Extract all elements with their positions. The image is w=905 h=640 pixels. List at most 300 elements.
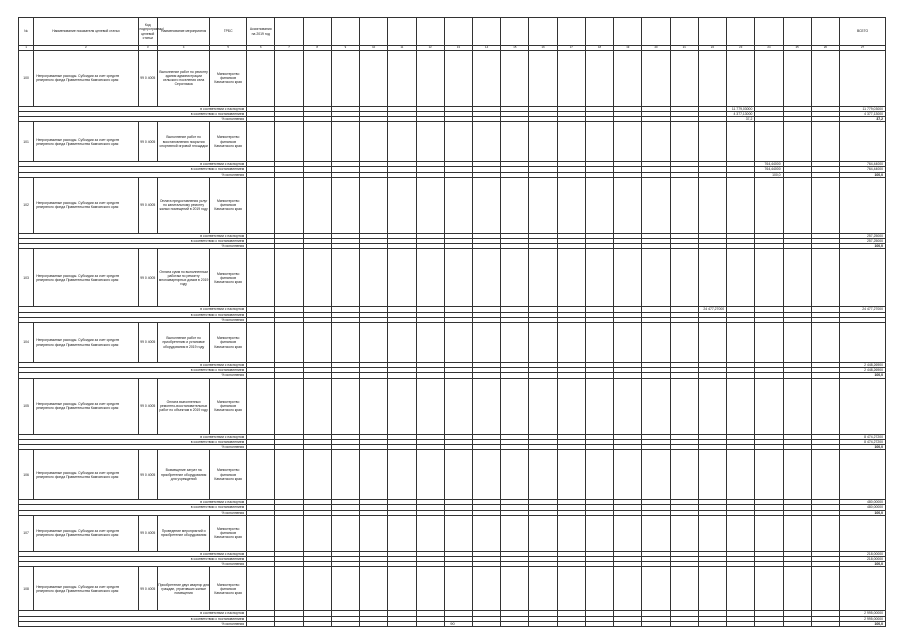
row-code: 99 0 4005 xyxy=(138,323,158,363)
subrow-label: в соответствии с постановлением xyxy=(19,111,247,116)
total-cell: 100,0 xyxy=(840,373,886,378)
subrow-label: в соответствии с постановлением xyxy=(19,505,247,510)
column-number: 23 xyxy=(727,46,755,51)
column-number: 13 xyxy=(444,46,472,51)
empty-cell xyxy=(388,515,416,551)
total-cell: 24 477,27000 xyxy=(840,307,886,312)
empty-cell xyxy=(416,177,444,233)
column-number: 2 xyxy=(34,46,138,51)
column-number: 4 xyxy=(158,46,210,51)
empty-cell xyxy=(727,515,755,551)
row-name: Непрограммные расходы. Субсидии за счет средств резервного фонда Правительства Камчатского края xyxy=(34,50,138,106)
row-grbs: Министерство финансов Камчатского края xyxy=(210,323,247,363)
empty-cell xyxy=(360,450,388,500)
empty-cell xyxy=(303,177,331,233)
empty-cell xyxy=(642,450,670,500)
total-cell: 218,00000 xyxy=(840,557,886,562)
empty-cell xyxy=(303,450,331,500)
column-number: 24 xyxy=(755,46,783,51)
column-number: 1 xyxy=(19,46,34,51)
empty-cell xyxy=(529,122,557,162)
row-code: 99 0 4005 xyxy=(138,567,158,611)
column-number: 5 xyxy=(210,46,247,51)
empty-cell xyxy=(388,450,416,500)
empty-cell xyxy=(670,50,698,106)
total-cell: 11 779,03000 xyxy=(840,106,886,111)
empty-cell xyxy=(444,177,472,233)
empty-cell xyxy=(529,378,557,434)
column-number: 10 xyxy=(360,46,388,51)
column-header xyxy=(557,18,585,46)
subrow-label: в соответствии с паспортом xyxy=(19,500,247,505)
row-measure: Выполнение работ по восстановлению покрытия спортивной игровой площадки xyxy=(158,122,210,162)
empty-cell xyxy=(783,249,811,307)
empty-cell xyxy=(360,567,388,611)
row-measure: Выполнение работ по ремонту здания администрации сельского поселения села Сероглазка xyxy=(158,50,210,106)
empty-cell xyxy=(501,450,529,500)
empty-cell xyxy=(529,249,557,307)
empty-cell xyxy=(247,50,275,106)
empty-cell xyxy=(840,567,886,611)
table-row xyxy=(19,515,886,551)
empty-cell xyxy=(473,378,501,434)
empty-cell xyxy=(614,50,642,106)
empty-cell xyxy=(642,122,670,162)
subrow-label: в соответствии с постановлением xyxy=(19,312,247,317)
empty-cell xyxy=(755,122,783,162)
column-header xyxy=(331,18,359,46)
subrow-label: в соответствии с постановлением xyxy=(19,439,247,444)
empty-cell xyxy=(840,177,886,233)
empty-cell xyxy=(501,249,529,307)
column-header xyxy=(755,18,783,46)
row-name: Непрограммные расходы. Субсидии за счет средств резервного фонда Правительства Камчатского края xyxy=(34,122,138,162)
row-measure: Оплата сумм по выполненным работам по ремонту многоквартирных домов в 2019 году xyxy=(158,249,210,307)
empty-cell xyxy=(642,50,670,106)
empty-cell xyxy=(727,249,755,307)
empty-cell xyxy=(755,50,783,106)
empty-cell xyxy=(755,515,783,551)
subrow-label: % исполнения xyxy=(19,510,247,515)
row-number: 107 xyxy=(19,515,34,551)
subrow-label: в соответствии с паспортом xyxy=(19,434,247,439)
total-cell: 100,0 xyxy=(840,172,886,177)
empty-cell xyxy=(247,378,275,434)
table-row xyxy=(19,450,886,500)
row-grbs: Министерство финансов Камчатского края xyxy=(210,567,247,611)
row-grbs: Министерство финансов Камчатского края xyxy=(210,122,247,162)
column-number: 3 xyxy=(138,46,158,51)
column-number: 11 xyxy=(388,46,416,51)
empty-cell xyxy=(473,249,501,307)
page-number: 90 xyxy=(450,621,455,626)
subrow-label: в соответствии с паспортом xyxy=(19,363,247,368)
subrow-label: % исполнения xyxy=(19,117,247,122)
empty-cell xyxy=(670,450,698,500)
subrow-label: % исполнения xyxy=(19,621,247,626)
empty-cell xyxy=(670,122,698,162)
empty-cell xyxy=(247,122,275,162)
empty-cell xyxy=(416,567,444,611)
empty-cell xyxy=(698,249,726,307)
table-row xyxy=(19,249,886,307)
row-name: Непрограммные расходы. Субсидии за счет средств резервного фонда Правительства Камчатского края xyxy=(34,249,138,307)
row-measure: Проведение мероприятий и приобретение оборудования xyxy=(158,515,210,551)
total-cell: 8 474,27200 xyxy=(840,439,886,444)
empty-cell xyxy=(755,567,783,611)
table-row xyxy=(19,50,886,106)
empty-cell xyxy=(727,323,755,363)
column-number: 7 xyxy=(275,46,303,51)
row-measure: Приобретение двух квартир для граждан, утративших жилые помещения xyxy=(158,567,210,611)
column-number: 18 xyxy=(585,46,613,51)
empty-cell xyxy=(811,50,839,106)
empty-cell xyxy=(811,249,839,307)
empty-cell xyxy=(557,50,585,106)
empty-cell xyxy=(275,249,303,307)
row-number: 105 xyxy=(19,378,34,434)
column-number: 17 xyxy=(557,46,585,51)
total-cell: 100,0 xyxy=(840,510,886,515)
subrow-label: в соответствии с паспортом xyxy=(19,106,247,111)
empty-cell xyxy=(585,249,613,307)
empty-cell xyxy=(388,378,416,434)
empty-cell xyxy=(444,249,472,307)
column-header: ВСЕГО xyxy=(840,18,886,46)
empty-cell xyxy=(727,450,755,500)
empty-cell xyxy=(331,177,359,233)
column-number: 9 xyxy=(331,46,359,51)
empty-cell xyxy=(416,249,444,307)
total-cell: 100,0 xyxy=(840,244,886,249)
empty-cell xyxy=(444,50,472,106)
column-number: 16 xyxy=(529,46,557,51)
value-cell: 4 377,13000 xyxy=(727,111,755,116)
column-header: Ассигнования на 2019 год xyxy=(247,18,275,46)
empty-cell xyxy=(783,378,811,434)
column-header: Код подпрограммы/ целевой статьи xyxy=(138,18,158,46)
column-header xyxy=(698,18,726,46)
empty-cell xyxy=(840,249,886,307)
empty-cell xyxy=(783,50,811,106)
total-cell: 2 995,00000 xyxy=(840,611,886,616)
empty-cell xyxy=(473,323,501,363)
empty-cell xyxy=(755,249,783,307)
empty-cell xyxy=(360,323,388,363)
column-header xyxy=(388,18,416,46)
total-cell: 100,0 xyxy=(840,562,886,567)
column-header xyxy=(501,18,529,46)
row-measure: Оплата выполненных ремонтно-восстановительных работ по объектам в 2019 году xyxy=(158,378,210,434)
empty-cell xyxy=(727,50,755,106)
row-code: 99 0 4005 xyxy=(138,122,158,162)
subrow-label: % исполнения xyxy=(19,172,247,177)
empty-cell xyxy=(247,450,275,500)
empty-cell xyxy=(670,515,698,551)
subrow-label: в соответствии с паспортом xyxy=(19,233,247,238)
empty-cell xyxy=(670,567,698,611)
empty-cell xyxy=(473,515,501,551)
column-header: № xyxy=(19,18,34,46)
empty-cell xyxy=(331,323,359,363)
column-number: 26 xyxy=(811,46,839,51)
empty-cell xyxy=(614,122,642,162)
empty-cell xyxy=(331,378,359,434)
empty-cell xyxy=(557,567,585,611)
empty-cell xyxy=(811,378,839,434)
empty-cell xyxy=(755,450,783,500)
empty-cell xyxy=(811,567,839,611)
empty-cell xyxy=(727,122,755,162)
total-cell: 4 377,13000 xyxy=(840,111,886,116)
empty-cell xyxy=(473,450,501,500)
row-number: 100 xyxy=(19,50,34,106)
empty-cell xyxy=(529,177,557,233)
subrow-label: в соответствии с постановлением xyxy=(19,239,247,244)
empty-cell xyxy=(614,450,642,500)
value-cell: 764,44000 xyxy=(755,167,783,172)
row-name: Непрограммные расходы. Субсидии за счет средств резервного фонда Правительства Камчатского края xyxy=(34,515,138,551)
subrow-label: % исполнения xyxy=(19,373,247,378)
total-cell: 257,25000 xyxy=(840,233,886,238)
column-header: Наименование мероприятия xyxy=(158,18,210,46)
table-row xyxy=(19,122,886,162)
row-number: 101 xyxy=(19,122,34,162)
empty-cell xyxy=(670,323,698,363)
empty-cell xyxy=(303,515,331,551)
subrow-label: в соответствии с паспортом xyxy=(19,611,247,616)
column-header xyxy=(416,18,444,46)
empty-cell xyxy=(529,323,557,363)
column-header xyxy=(444,18,472,46)
total-cell: 8 474,27200 xyxy=(840,434,886,439)
empty-cell xyxy=(360,249,388,307)
total-cell: 100,0 xyxy=(840,445,886,450)
row-code: 99 0 4005 xyxy=(138,249,158,307)
column-header: Наименование показателя целевой статьи xyxy=(34,18,138,46)
column-number: 20 xyxy=(642,46,670,51)
empty-cell xyxy=(614,515,642,551)
empty-cell xyxy=(473,177,501,233)
empty-cell xyxy=(416,50,444,106)
empty-cell xyxy=(360,378,388,434)
row-measure: Выполнение работ по приобретению и установке оборудования в 2019 году xyxy=(158,323,210,363)
empty-cell xyxy=(303,50,331,106)
empty-cell xyxy=(614,323,642,363)
empty-cell xyxy=(360,515,388,551)
table-body xyxy=(19,50,886,626)
empty-cell xyxy=(698,515,726,551)
empty-cell xyxy=(642,177,670,233)
column-header xyxy=(670,18,698,46)
empty-cell xyxy=(275,378,303,434)
row-grbs: Министерство финансов Камчатского края xyxy=(210,249,247,307)
empty-cell xyxy=(388,249,416,307)
empty-cell xyxy=(360,50,388,106)
total-cell: 764,44000 xyxy=(840,162,886,167)
empty-cell xyxy=(783,177,811,233)
empty-cell xyxy=(247,249,275,307)
column-number: 8 xyxy=(303,46,331,51)
row-grbs: Министерство финансов Камчатского края xyxy=(210,450,247,500)
subrow-label: в соответствии с постановлением xyxy=(19,368,247,373)
empty-cell xyxy=(444,515,472,551)
value-cell: 11 779,03000 xyxy=(727,106,755,111)
total-cell: 2 995,00000 xyxy=(840,616,886,621)
column-header xyxy=(360,18,388,46)
empty-cell xyxy=(247,177,275,233)
row-grbs: Министерство финансов Камчатского края xyxy=(210,378,247,434)
subrow-label: % исполнения xyxy=(19,244,247,249)
column-header xyxy=(727,18,755,46)
subrow-label: в соответствии с постановлением xyxy=(19,616,247,621)
column-header xyxy=(473,18,501,46)
subrow-label: в соответствии с паспортом xyxy=(19,162,247,167)
empty-cell xyxy=(501,378,529,434)
row-number: 106 xyxy=(19,450,34,500)
subrow-label: в соответствии с паспортом xyxy=(19,307,247,312)
empty-cell xyxy=(585,567,613,611)
column-header xyxy=(614,18,642,46)
total-cell: 257,25000 xyxy=(840,239,886,244)
column-header xyxy=(642,18,670,46)
empty-cell xyxy=(331,249,359,307)
empty-cell xyxy=(840,122,886,162)
empty-cell xyxy=(698,450,726,500)
table-row xyxy=(19,378,886,434)
empty-cell xyxy=(642,515,670,551)
table-row xyxy=(19,323,886,363)
total-cell: 480,00000 xyxy=(840,500,886,505)
empty-cell xyxy=(585,122,613,162)
empty-cell xyxy=(642,323,670,363)
empty-cell xyxy=(783,567,811,611)
empty-cell xyxy=(501,50,529,106)
empty-cell xyxy=(275,177,303,233)
total-cell: 37,2 xyxy=(840,117,886,122)
empty-cell xyxy=(444,567,472,611)
budget-table xyxy=(18,17,886,627)
empty-cell xyxy=(388,122,416,162)
empty-cell xyxy=(388,50,416,106)
empty-cell xyxy=(557,122,585,162)
empty-cell xyxy=(585,378,613,434)
empty-cell xyxy=(473,50,501,106)
empty-cell xyxy=(416,122,444,162)
empty-cell xyxy=(642,249,670,307)
empty-cell xyxy=(698,50,726,106)
row-code: 99 0 4005 xyxy=(138,450,158,500)
empty-cell xyxy=(444,122,472,162)
total-cell: 2 448,26900 xyxy=(840,363,886,368)
empty-cell xyxy=(727,378,755,434)
empty-cell xyxy=(529,450,557,500)
column-number: 25 xyxy=(783,46,811,51)
empty-cell xyxy=(811,450,839,500)
empty-cell xyxy=(247,515,275,551)
empty-cell xyxy=(473,567,501,611)
row-code: 99 0 4005 xyxy=(138,515,158,551)
empty-cell xyxy=(501,122,529,162)
empty-cell xyxy=(585,177,613,233)
empty-cell xyxy=(275,50,303,106)
row-grbs: Министерство финансов Камчатского края xyxy=(210,50,247,106)
empty-cell xyxy=(303,378,331,434)
empty-cell xyxy=(840,378,886,434)
row-code: 99 0 4005 xyxy=(138,378,158,434)
empty-cell xyxy=(811,323,839,363)
column-number: 15 xyxy=(501,46,529,51)
empty-cell xyxy=(444,450,472,500)
empty-cell xyxy=(783,323,811,363)
empty-cell xyxy=(811,122,839,162)
column-number: 21 xyxy=(670,46,698,51)
row-number: 104 xyxy=(19,323,34,363)
empty-cell xyxy=(755,177,783,233)
empty-cell xyxy=(416,378,444,434)
empty-cell xyxy=(331,515,359,551)
empty-cell xyxy=(275,323,303,363)
row-name: Непрограммные расходы. Субсидии за счет средств резервного фонда Правительства Камчатского края xyxy=(34,177,138,233)
empty-cell xyxy=(529,515,557,551)
row-name: Непрограммные расходы. Субсидии за счет средств резервного фонда Правительства Камчатского края xyxy=(34,323,138,363)
empty-cell xyxy=(727,567,755,611)
empty-cell xyxy=(698,177,726,233)
column-header xyxy=(303,18,331,46)
column-number: 19 xyxy=(614,46,642,51)
column-header xyxy=(783,18,811,46)
empty-cell xyxy=(614,177,642,233)
subrow-label: % исполнения xyxy=(19,445,247,450)
empty-cell xyxy=(247,567,275,611)
empty-cell xyxy=(473,122,501,162)
empty-cell xyxy=(557,249,585,307)
empty-cell xyxy=(388,177,416,233)
empty-cell xyxy=(755,323,783,363)
empty-cell xyxy=(698,122,726,162)
empty-cell xyxy=(501,323,529,363)
empty-cell xyxy=(416,450,444,500)
column-number: 22 xyxy=(698,46,726,51)
empty-cell xyxy=(783,515,811,551)
empty-cell xyxy=(275,450,303,500)
empty-cell xyxy=(642,378,670,434)
empty-cell xyxy=(783,122,811,162)
empty-cell xyxy=(529,567,557,611)
column-header: ГРБС xyxy=(210,18,247,46)
empty-cell xyxy=(585,515,613,551)
empty-cell xyxy=(303,567,331,611)
row-measure: Оплата предоставления услуг по капитальному ремонту жилых помещений в 2019 году xyxy=(158,177,210,233)
empty-cell xyxy=(501,567,529,611)
column-header xyxy=(585,18,613,46)
empty-cell xyxy=(303,249,331,307)
total-cell: 480,00000 xyxy=(840,505,886,510)
total-cell: 100,0 xyxy=(840,621,886,626)
value-cell: 24 477,27000 xyxy=(698,307,726,312)
empty-cell xyxy=(614,249,642,307)
total-cell: 2 448,26900 xyxy=(840,368,886,373)
value-cell: 764,44000 xyxy=(755,162,783,167)
empty-cell xyxy=(755,378,783,434)
subrow-label: % исполнения xyxy=(19,317,247,322)
row-number: 103 xyxy=(19,249,34,307)
empty-cell xyxy=(501,515,529,551)
empty-cell xyxy=(331,50,359,106)
column-number: 12 xyxy=(416,46,444,51)
empty-cell xyxy=(444,323,472,363)
empty-cell xyxy=(557,177,585,233)
